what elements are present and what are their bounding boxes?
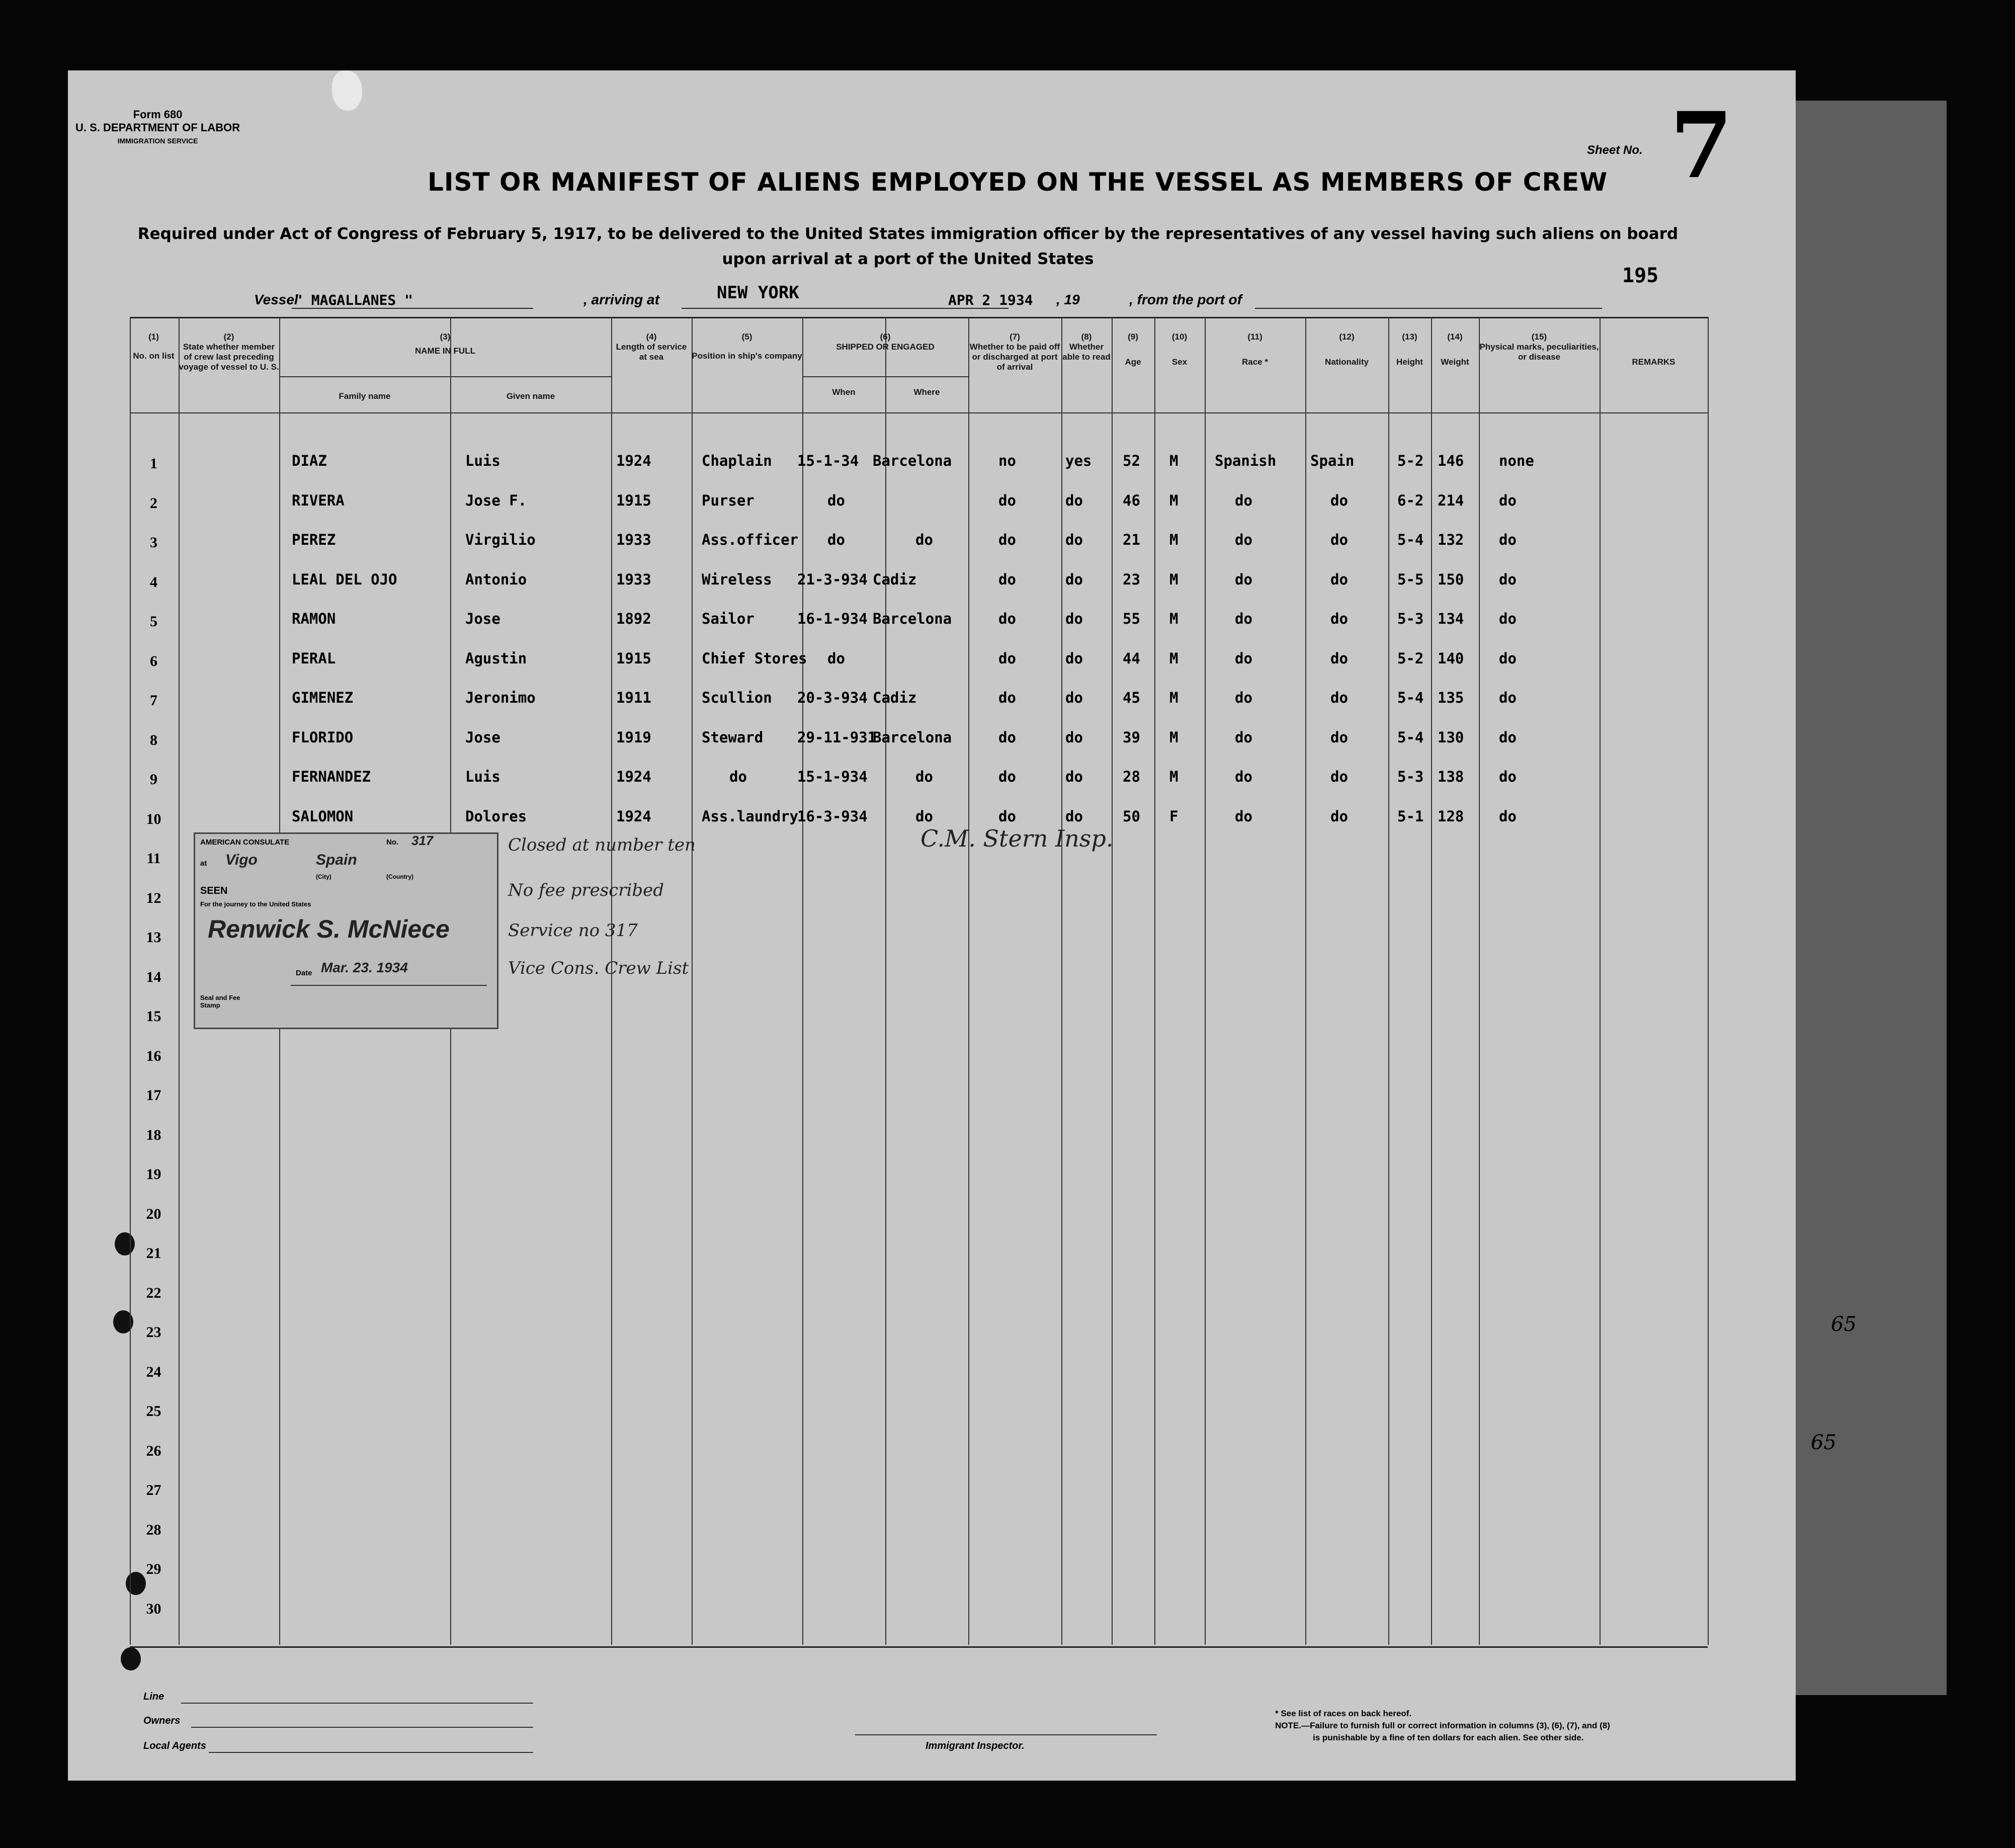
cell-marks: do <box>1499 571 1517 588</box>
cell-weight: 135 <box>1438 689 1464 706</box>
col-when-header: When <box>832 387 856 397</box>
row-number: 10 <box>146 811 161 827</box>
cell-marks: do <box>1499 650 1517 667</box>
cell-read: do <box>1065 808 1083 825</box>
cell-weight: 150 <box>1438 571 1464 588</box>
row-number: 18 <box>146 1127 161 1143</box>
stamp-consulate: AMERICAN CONSULATE <box>200 838 290 847</box>
cell-when: 21-3-934 <box>797 571 868 588</box>
cell-age: 28 <box>1123 768 1140 785</box>
cell-height: 5-4 <box>1397 689 1424 706</box>
cell-marks: do <box>1499 729 1517 746</box>
cell-height: 5-4 <box>1397 531 1424 548</box>
name-header-divider <box>279 376 611 377</box>
underlying-page <box>1781 101 1947 1695</box>
cell-marks: none <box>1499 452 1534 469</box>
header-divider <box>130 412 1708 413</box>
cell-position: Ass.laundry <box>702 808 799 825</box>
cell-weight: 132 <box>1438 531 1464 548</box>
column-rule <box>968 317 969 1645</box>
row-number: 15 <box>146 1008 161 1025</box>
form-number: Form 680 <box>133 108 183 121</box>
cell-nationality: do <box>1330 729 1348 746</box>
arriving-label: , arriving at <box>583 292 659 307</box>
cell-sex: M <box>1169 452 1179 469</box>
stamp-no-value: 317 <box>411 833 434 848</box>
column-rule <box>1431 317 1432 1645</box>
inspector-underline <box>855 1734 1157 1735</box>
col-paid-header: (7) Whether to be paid off or discharged at port of arrival <box>969 332 1060 372</box>
stamp-seal: Seal and Fee Stamp <box>200 994 240 1009</box>
service-name: IMMIGRATION SERVICE <box>117 137 198 145</box>
form-header <box>75 108 240 147</box>
col-weight-header: (14) Weight <box>1441 332 1469 367</box>
row-number: 5 <box>150 613 157 630</box>
row-number: 8 <box>150 732 157 748</box>
cell-height: 6-2 <box>1397 492 1424 509</box>
cell-race: do <box>1235 650 1252 667</box>
row-number: 24 <box>146 1364 161 1380</box>
cell-given: Luis <box>465 452 500 469</box>
cell-age: 46 <box>1123 492 1140 509</box>
cell-where: do <box>915 531 933 548</box>
column-rule <box>1708 317 1709 1645</box>
cell-read: do <box>1065 571 1083 588</box>
cell-paid: do <box>998 808 1016 825</box>
cell-where: Barcelona <box>873 452 952 469</box>
cell-read: do <box>1065 531 1083 548</box>
cell-nationality: do <box>1330 808 1348 825</box>
stamp-seen: SEEN <box>200 885 228 896</box>
col-given-header: Given name <box>506 391 555 401</box>
cell-where: do <box>915 808 933 825</box>
column-rule <box>1061 317 1062 1645</box>
cell-height: 5-3 <box>1397 610 1424 627</box>
col-nationality-header: (12) Nationality <box>1325 332 1369 367</box>
cell-service: 1924 <box>616 808 651 825</box>
cell-sex: M <box>1169 768 1179 785</box>
row-number: 6 <box>150 653 157 669</box>
cell-family: FLORIDO <box>292 729 354 746</box>
cell-given: Agustin <box>465 650 527 667</box>
cell-height: 5-3 <box>1397 768 1424 785</box>
cell-paid: do <box>998 610 1016 627</box>
handwritten-line-2: No fee prescribed <box>508 880 664 900</box>
footer-inspector-label: Immigrant Inspector. <box>926 1740 1025 1751</box>
cell-position: Wireless <box>702 571 772 588</box>
cell-given: Jose <box>465 729 500 746</box>
cell-position: Steward <box>702 729 764 746</box>
column-rule <box>1305 317 1306 1645</box>
cell-given: Jose F. <box>465 492 527 509</box>
cell-family: LEAL DEL OJO <box>292 571 397 588</box>
cell-race: do <box>1235 689 1252 706</box>
cell-given: Antonio <box>465 571 527 588</box>
cell-height: 5-4 <box>1397 729 1424 746</box>
cell-sex: M <box>1169 610 1179 627</box>
cell-service: 1924 <box>616 452 651 469</box>
row-number: 9 <box>150 771 157 788</box>
column-rule <box>1388 317 1389 1645</box>
cell-age: 44 <box>1123 650 1140 667</box>
stamp-signature: Renwick S. McNiece <box>208 915 450 943</box>
cell-marks: do <box>1499 768 1517 785</box>
cell-service: 1915 <box>616 650 651 667</box>
cell-sex: F <box>1169 808 1179 825</box>
column-rule <box>1205 317 1206 1645</box>
cell-service: 1933 <box>616 531 651 548</box>
cell-family: RAMON <box>292 610 336 627</box>
footer-owners-underline <box>191 1727 533 1728</box>
row-number: 27 <box>146 1482 161 1498</box>
row-number: 3 <box>150 534 157 551</box>
row-number: 29 <box>146 1561 161 1577</box>
cell-service: 1924 <box>616 768 651 785</box>
from-port-label: , from the port of <box>1129 292 1242 307</box>
row-number: 2 <box>150 495 157 512</box>
cell-height: 5-2 <box>1397 452 1424 469</box>
cell-position: Chief Stores <box>702 650 807 667</box>
cell-position: Ass.officer <box>702 531 799 548</box>
sheet-number: 7 <box>1670 93 1733 199</box>
notice-failure: NOTE.—Failure to furnish full or correct information in columns (3), (6), (7), and (8) <box>1275 1721 1610 1730</box>
column-rule <box>1479 317 1480 1645</box>
cell-family: PERAL <box>292 650 336 667</box>
cell-read: do <box>1065 492 1083 509</box>
page-title: LIST OR MANIFEST OF ALIENS EMPLOYED ON THE VESSEL AS MEMBERS OF CREW <box>428 167 1608 197</box>
row-number: 13 <box>146 929 161 946</box>
cell-nationality: do <box>1330 492 1348 509</box>
row-number: 1 <box>150 455 157 472</box>
cell-nationality: Spain <box>1310 452 1355 469</box>
cell-position: do <box>729 768 747 785</box>
cell-service: 1919 <box>616 729 651 746</box>
handwritten-line-1: Closed at number ten <box>508 835 696 855</box>
arrival-date: APR 2 1934 <box>948 292 1033 308</box>
column-rule <box>1112 317 1113 1645</box>
cell-when: 15-1-934 <box>797 768 868 785</box>
cell-age: 55 <box>1123 610 1140 627</box>
col-sex-header: (10) Sex <box>1171 332 1188 367</box>
stamp-country-label: (Country) <box>386 873 413 880</box>
column-rule <box>1600 317 1601 1645</box>
cell-given: Luis <box>465 768 500 785</box>
cell-weight: 214 <box>1438 492 1464 509</box>
cell-paid: do <box>998 531 1016 548</box>
cell-nationality: do <box>1330 531 1348 548</box>
cell-read: yes <box>1065 452 1092 469</box>
col-position-header: (5) Position in ship's company <box>692 332 802 361</box>
cell-marks: do <box>1499 610 1517 627</box>
from-port-underline <box>1255 308 1602 309</box>
cell-when: 15-1-34 <box>797 452 859 469</box>
row-number: 19 <box>146 1166 161 1183</box>
col-where-header: Where <box>913 387 940 397</box>
cell-race: do <box>1235 768 1252 785</box>
row-number: 16 <box>146 1048 161 1064</box>
stamp-date-label: Date <box>296 969 312 977</box>
cell-read: do <box>1065 610 1083 627</box>
stamp-country: Spain <box>316 852 357 868</box>
cell-marks: do <box>1499 808 1517 825</box>
footer-notice <box>1275 1708 1610 1744</box>
col-family-header: Family name <box>339 391 391 401</box>
cell-marks: do <box>1499 531 1517 548</box>
cell-family: FERNANDEZ <box>292 768 371 785</box>
cell-position: Scullion <box>702 689 772 706</box>
notice-fine: is punishable by a fine of ten dollars for each alien. See other side. <box>1313 1733 1584 1742</box>
cell-height: 5-5 <box>1397 571 1424 588</box>
cell-race: do <box>1235 610 1252 627</box>
handwritten-line-4: Vice Cons. Crew List <box>508 958 689 978</box>
cell-sex: M <box>1169 650 1179 667</box>
col-age-header: (9) Age <box>1125 332 1141 367</box>
cell-weight: 140 <box>1438 650 1464 667</box>
cell-given: Dolores <box>465 808 527 825</box>
cell-nationality: do <box>1330 768 1348 785</box>
cell-weight: 146 <box>1438 452 1464 469</box>
cell-where: do <box>915 768 933 785</box>
cell-marks: do <box>1499 689 1517 706</box>
cell-when: do <box>827 492 845 509</box>
cell-height: 5-1 <box>1397 808 1424 825</box>
cell-race: do <box>1235 729 1252 746</box>
cell-paid: do <box>998 729 1016 746</box>
cell-family: SALOMON <box>292 808 354 825</box>
cell-nationality: do <box>1330 610 1348 627</box>
stamp-date: Mar. 23. 1934 <box>321 960 408 975</box>
cell-age: 21 <box>1123 531 1140 548</box>
col-remarks-header: REMARKS <box>1632 357 1675 367</box>
department-name: U. S. DEPARTMENT OF LABOR <box>75 121 240 134</box>
cell-paid: do <box>998 650 1016 667</box>
col-race-header: (11) Race * <box>1242 332 1268 367</box>
cell-where: Barcelona <box>873 729 952 746</box>
cell-when: 29-11-931 <box>797 729 877 746</box>
footer-owners-label: Owners <box>143 1715 181 1726</box>
col-service-header: (4) Length of service at sea <box>616 332 687 362</box>
cell-sex: M <box>1169 689 1179 706</box>
row-number: 22 <box>146 1285 161 1301</box>
consulate-stamp <box>194 832 498 1029</box>
row-number: 14 <box>146 969 161 985</box>
cell-service: 1911 <box>616 689 651 706</box>
cell-age: 23 <box>1123 571 1140 588</box>
cell-weight: 130 <box>1438 729 1464 746</box>
stamp-no-label: No. <box>386 838 399 847</box>
col-no-header: (1) No. on list <box>133 332 175 361</box>
cell-where: Cadiz <box>873 571 917 588</box>
stamp-underline <box>291 985 487 986</box>
cell-sex: M <box>1169 531 1179 548</box>
row-number: 25 <box>146 1403 161 1419</box>
col-state-header: (2) State whether member of crew last preceding voyage of vessel to U. S. <box>179 332 279 372</box>
cell-paid: do <box>998 492 1016 509</box>
cell-paid: do <box>998 689 1016 706</box>
column-rule <box>179 317 180 1645</box>
footer-line-underline <box>181 1703 533 1704</box>
col-marks-header: (15) Physical marks, peculiarities, or disease <box>1479 332 1599 362</box>
margin-note-2: 65 <box>1811 1431 1836 1454</box>
year-prefix: , 19 <box>1056 292 1080 307</box>
cell-when: 16-3-934 <box>797 808 868 825</box>
cell-weight: 138 <box>1438 768 1464 785</box>
cell-race: do <box>1235 808 1252 825</box>
cell-height: 5-2 <box>1397 650 1424 667</box>
stamp-city-label: (City) <box>316 873 331 880</box>
cell-read: do <box>1065 689 1083 706</box>
row-number: 28 <box>146 1522 161 1538</box>
cell-race: Spanish <box>1215 452 1277 469</box>
cell-service: 1892 <box>616 610 651 627</box>
cell-sex: M <box>1169 492 1179 509</box>
column-rule <box>692 317 693 1645</box>
cell-paid: no <box>998 452 1016 469</box>
cell-service: 1933 <box>616 571 651 588</box>
row-number: 23 <box>146 1324 161 1340</box>
footer-agents-label: Local Agents <box>143 1740 206 1751</box>
cell-given: Jose <box>465 610 500 627</box>
cell-race: do <box>1235 531 1252 548</box>
row-number: 11 <box>146 850 161 867</box>
sheet-label: Sheet No. <box>1587 143 1643 157</box>
notice-races: * See list of races on back hereof. <box>1275 1709 1412 1718</box>
cell-when: 20-3-934 <box>797 689 868 706</box>
column-rule <box>802 317 803 1645</box>
footer-line-label: Line <box>143 1691 164 1702</box>
cell-given: Jeronimo <box>465 689 536 706</box>
cell-where: Barcelona <box>873 610 952 627</box>
row-number: 4 <box>150 574 157 591</box>
cell-nationality: do <box>1330 689 1348 706</box>
cell-position: Purser <box>702 492 754 509</box>
cell-sex: M <box>1169 571 1179 588</box>
cell-when: do <box>827 531 845 548</box>
col-shipped-header: (6) SHIPPED OR ENGAGED <box>836 332 935 352</box>
cell-where: Cadiz <box>873 689 917 706</box>
cell-race: do <box>1235 492 1252 509</box>
row-number: 30 <box>146 1601 161 1617</box>
footer-agents-underline <box>209 1752 533 1753</box>
cell-age: 52 <box>1123 452 1140 469</box>
col-read-header: (8) Whether able to read <box>1062 332 1111 362</box>
handwritten-line-3: Service no 317 <box>508 920 638 941</box>
cell-nationality: do <box>1330 650 1348 667</box>
stamp-at-label: at <box>200 859 207 868</box>
inspector-signature: C.M. Stern Insp. <box>920 825 1114 852</box>
row-number: 12 <box>146 890 161 906</box>
row-number: 26 <box>146 1443 161 1459</box>
vessel-label: Vessel <box>254 292 298 307</box>
cell-position: Sailor <box>702 610 754 627</box>
cell-paid: do <box>998 571 1016 588</box>
cell-when: do <box>827 650 845 667</box>
cell-given: Virgilio <box>465 531 536 548</box>
cell-family: GIMENEZ <box>292 689 354 706</box>
cell-race: do <box>1235 571 1252 588</box>
cell-read: do <box>1065 650 1083 667</box>
margin-note-1: 65 <box>1831 1313 1857 1336</box>
cell-read: do <box>1065 729 1083 746</box>
row-number: 17 <box>146 1087 161 1104</box>
cell-age: 39 <box>1123 729 1140 746</box>
stamp-journey: For the journey to the United States <box>200 900 311 908</box>
page-subtitle: Required under Act of Congress of February 5, 1917, to be delivered to the United States immigration officer by the representatives of any vessel having such aliens on board upon arrival at a port of the United States <box>137 225 1678 268</box>
cell-position: Chaplain <box>702 452 772 469</box>
cell-marks: do <box>1499 492 1517 509</box>
col-name-header: (3) NAME IN FULL <box>415 332 475 356</box>
year-number: 195 <box>1622 264 1659 287</box>
column-rule <box>885 317 886 1645</box>
vessel-line <box>254 283 1602 308</box>
cell-when: 16-1-934 <box>797 610 868 627</box>
column-rule <box>1154 317 1155 1645</box>
row-number: 7 <box>150 692 157 709</box>
cell-paid: do <box>998 768 1016 785</box>
cell-nationality: do <box>1330 571 1348 588</box>
cell-service: 1915 <box>616 492 651 509</box>
column-rule <box>611 317 612 1645</box>
cell-read: do <box>1065 768 1083 785</box>
arrival-port: NEW YORK <box>717 283 799 303</box>
stamp-city: Vigo <box>225 852 258 868</box>
cell-age: 45 <box>1123 689 1140 706</box>
cell-family: PEREZ <box>292 531 336 548</box>
cell-age: 50 <box>1123 808 1140 825</box>
vessel-name: " MAGALLANES " <box>294 292 413 308</box>
cell-family: RIVERA <box>292 492 345 509</box>
punch-hole <box>121 1647 141 1670</box>
cell-weight: 128 <box>1438 808 1464 825</box>
row-number: 21 <box>146 1245 161 1262</box>
row-number: 20 <box>146 1206 161 1222</box>
cell-sex: M <box>1169 729 1179 746</box>
cell-family: DIAZ <box>292 452 327 469</box>
paper-tear <box>332 70 362 111</box>
cell-weight: 134 <box>1438 610 1464 627</box>
col-height-header: (13) Height <box>1396 332 1423 367</box>
